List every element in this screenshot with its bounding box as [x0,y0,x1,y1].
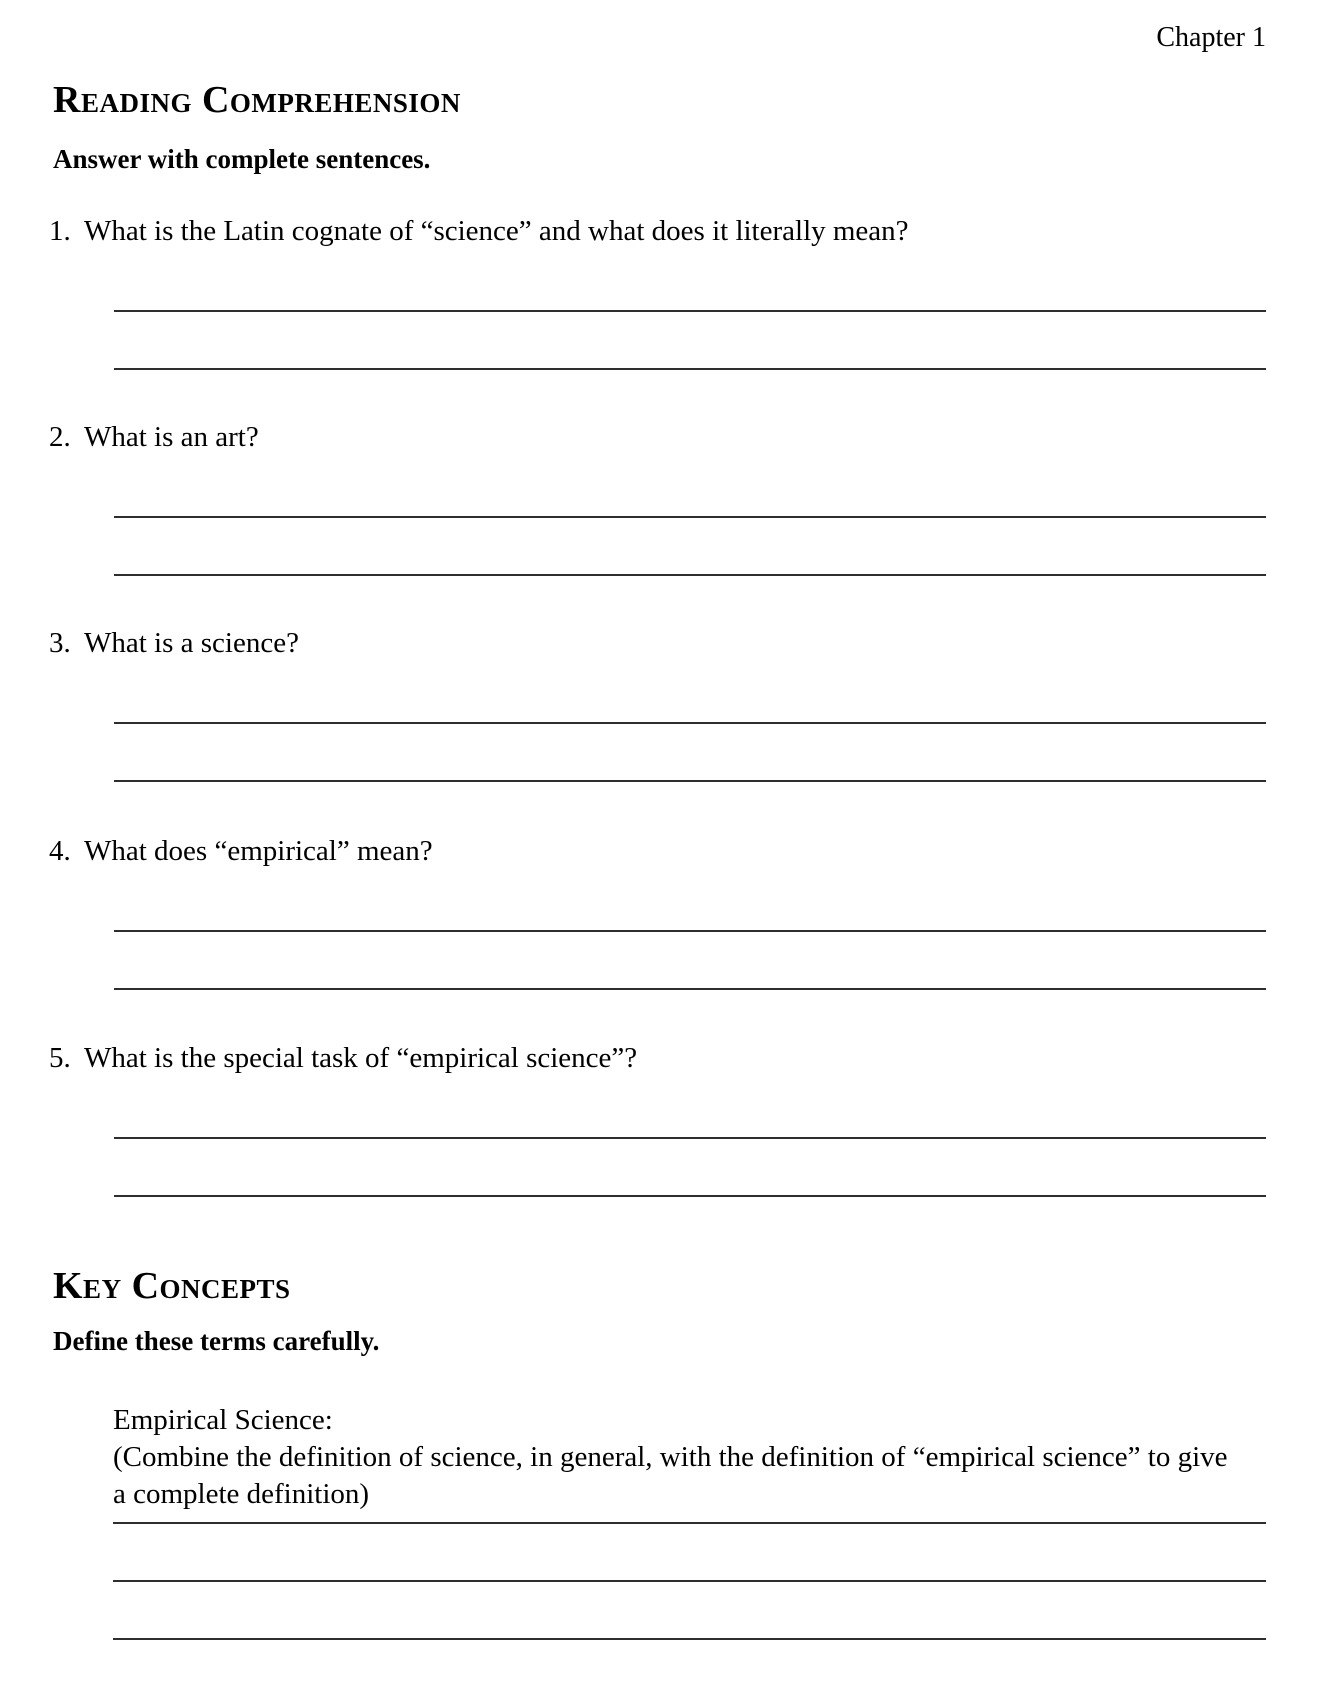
question-3-text: What is a science? [84,627,299,659]
question-3 [49,628,299,660]
answer-line-term-3 [113,1638,1266,1640]
question-1-text: What is the Latin cognate of “science” and what does it literally mean? [84,215,909,247]
answer-line-q3-2 [114,780,1266,782]
answer-line-q4-2 [114,988,1266,990]
term-empirical-science [113,1402,1228,1513]
chapter-label: Chapter 1 [1156,22,1266,53]
answer-line-q1-1 [114,310,1266,312]
question-5 [49,1043,637,1075]
term-hint: (Combine the definition of science, in general, with the definition of “empirical science” to give a complete definition) [113,1441,1228,1510]
answer-line-term-2 [113,1580,1266,1582]
question-2-number: 2. [49,421,71,453]
answer-line-q5-2 [114,1195,1266,1197]
answer-line-term-1 [113,1522,1266,1524]
reading-comprehension-instruction: Answer with complete sentences. [53,144,431,174]
key-concepts-title: Key Concepts [53,1265,291,1307]
question-5-text: What is the special task of “empirical science”? [84,1042,638,1074]
question-4 [49,836,433,868]
question-2-text: What is an art? [84,421,259,453]
reading-comprehension-title: Reading Comprehension [53,79,461,121]
question-1 [49,216,909,248]
answer-line-q1-2 [114,368,1266,370]
question-3-number: 3. [49,627,71,659]
question-4-text: What does “empirical” mean? [84,835,433,867]
question-5-number: 5. [49,1042,71,1074]
question-2 [49,422,259,454]
question-1-number: 1. [49,215,71,247]
answer-line-q2-1 [114,516,1266,518]
key-concepts-instruction: Define these terms carefully. [53,1326,380,1356]
answer-line-q2-2 [114,574,1266,576]
answer-line-q5-1 [114,1137,1266,1139]
answer-line-q3-1 [114,722,1266,724]
answer-line-q4-1 [114,930,1266,932]
question-4-number: 4. [49,835,71,867]
term-name: Empirical Science: [113,1404,333,1436]
